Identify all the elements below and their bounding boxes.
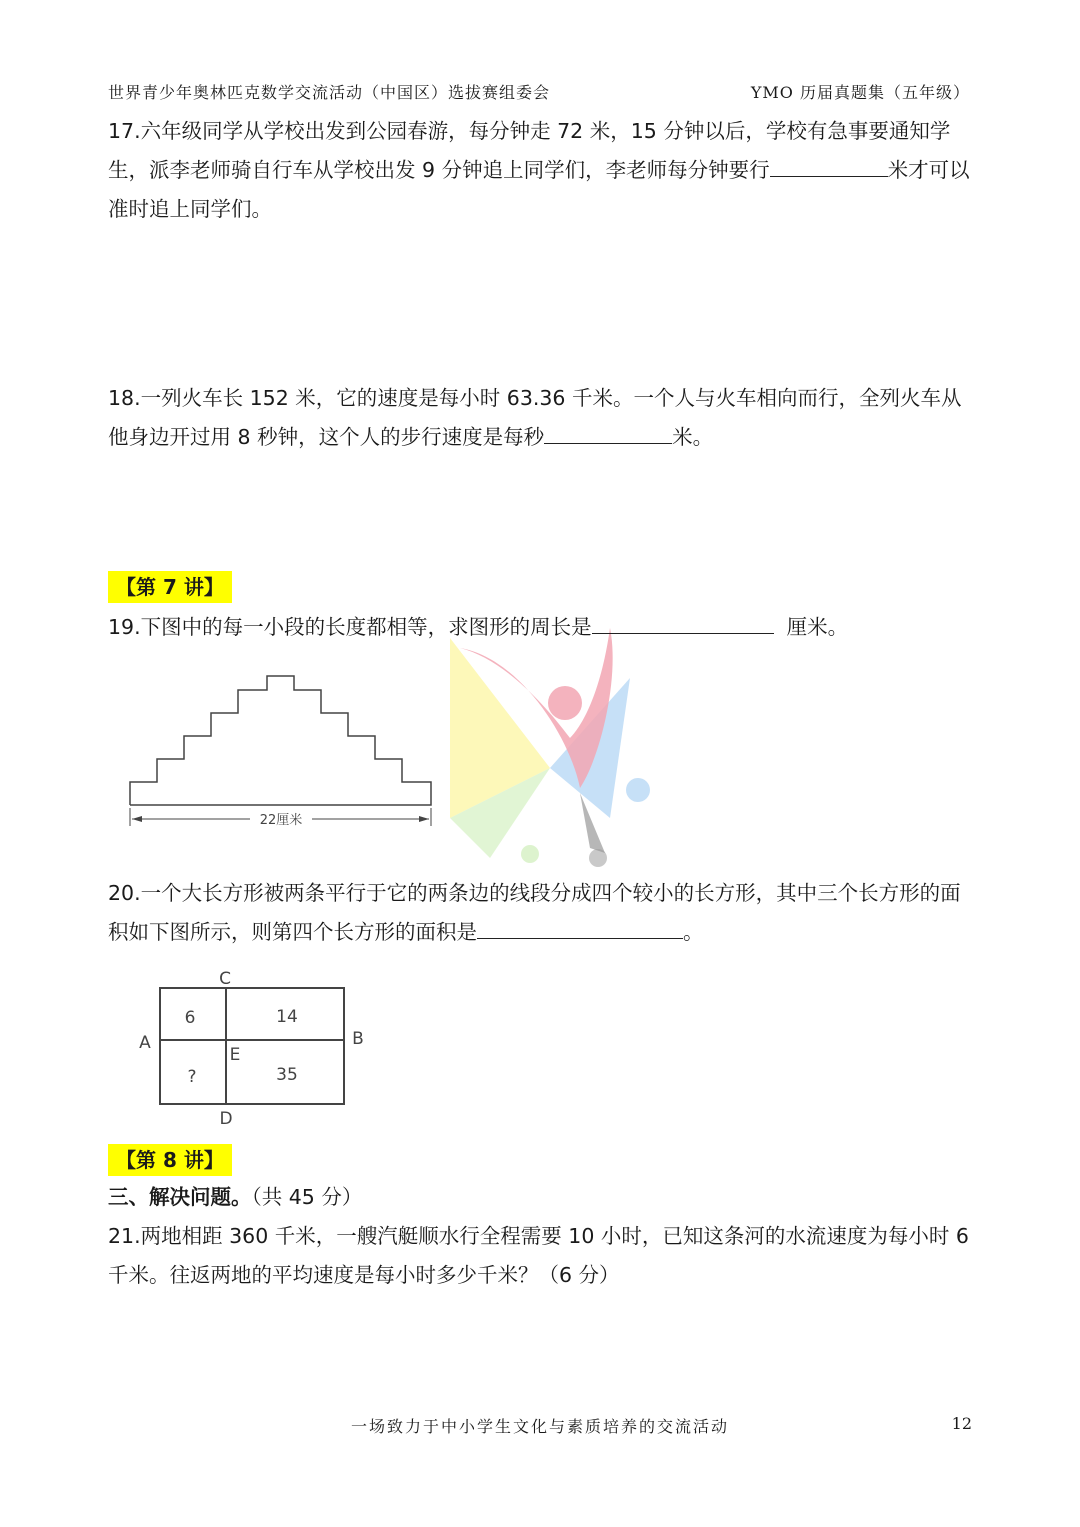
question-17-text-end: 米才可以准时追上同学们。 [108, 158, 970, 221]
header-book-title: YMO 历届真题集（五年级） [750, 83, 970, 102]
question-19-text: 19.下图中的每一小段的长度都相等，求图形的周长是 [108, 615, 592, 639]
question-19 [108, 608, 974, 647]
label-b: B [352, 1029, 364, 1049]
watermark-logo-icon [430, 618, 670, 878]
dimension-label: 22厘米 [259, 813, 303, 828]
answer-blank-20[interactable] [477, 916, 683, 939]
lecture-7-tag: 【第 7 讲】 [108, 571, 232, 603]
header-organizer: 世界青少年奥林匹克数学交流活动（中国区）选拔赛组委会 [108, 83, 551, 102]
area-bottom-left-unknown: ? [187, 1067, 197, 1087]
question-20-text-end: 。 [683, 920, 704, 944]
area-top-right: 14 [276, 1007, 298, 1027]
label-c: C [219, 969, 231, 989]
label-d: D [219, 1109, 233, 1129]
section-3-points: （共 45 分） [251, 1185, 363, 1209]
question-18 [108, 379, 974, 457]
question-18-text: 18.一列火车长 152 米，它的速度是每小时 63.36 千米。一个人与火车相向而行，全列火车从他身边开过用 8 秒钟，这个人的步行速度是每秒 [108, 386, 962, 449]
area-bottom-right: 35 [276, 1065, 298, 1085]
footer-slogan: 一场致力于中小学生文化与素质培养的交流活动 [350, 1417, 729, 1436]
area-top-left: 6 [184, 1008, 196, 1028]
question-21: 21.两地相距 360 千米，一艘汽艇顺水行全程需要 10 小时，已知这条河的水流速度为每小时 6 千米。往返两地的平均速度是每小时多少千米？（6 分） [108, 1224, 969, 1287]
answer-blank-19[interactable] [592, 611, 774, 634]
question-19-text-end: 厘米。 [786, 615, 849, 639]
section-3-title: 三、解决问题。 [108, 1185, 252, 1209]
label-e: E [229, 1045, 241, 1065]
question-17 [108, 112, 974, 229]
question-20 [108, 874, 974, 952]
question-17-text: 17.六年级同学从学校出发到公园春游，每分钟走 72 米，15 分钟以后，学校有急事要通知学生，派李老师骑自行车从学校出发 9 分钟追上同学们，李老师每分钟要行 [108, 119, 951, 182]
question-20-text: 20.一个大长方形被两条平行于它的两条边的线段分成四个较小的长方形，其中三个长方形的面积如下图所示，则第四个长方形的面积是 [108, 881, 961, 944]
staircase-figure [120, 670, 440, 835]
question-18-text-end: 米。 [672, 425, 714, 449]
section-3-heading [108, 1178, 362, 1217]
page-number: 12 [951, 1414, 972, 1433]
answer-blank-17[interactable] [770, 154, 888, 177]
label-a: A [139, 1033, 151, 1053]
answer-blank-18[interactable] [544, 421, 672, 444]
rectangle-figure [130, 962, 370, 1132]
lecture-8-tag: 【第 8 讲】 [108, 1144, 232, 1176]
